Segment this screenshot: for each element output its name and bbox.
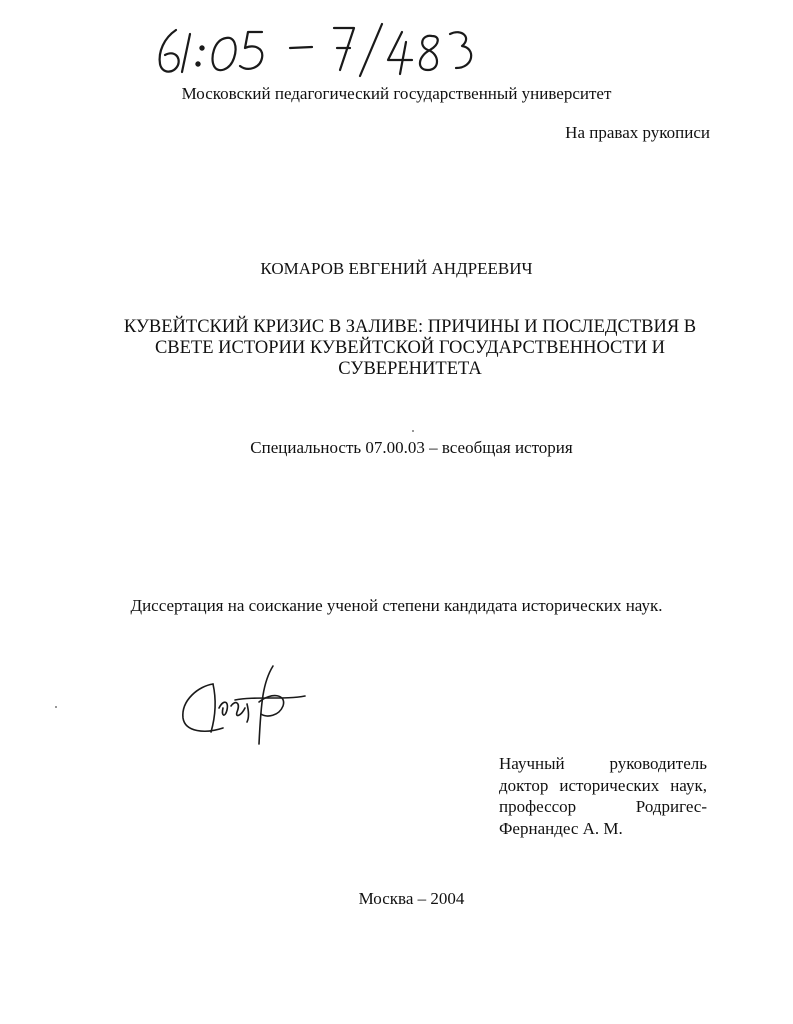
supervisor-line: Научный руководитель: [499, 754, 707, 773]
specialty: Специальность 07.00.03 – всеобщая история: [250, 438, 573, 457]
dissertation-title: [110, 317, 710, 380]
scientific-supervisor: [499, 753, 707, 839]
author-signature: [175, 662, 310, 746]
supervisor-line: доктор исторических наук,: [499, 775, 707, 795]
handwritten-archive-code: [150, 18, 490, 78]
city-and-year: Москва – 2004: [358, 889, 465, 908]
scan-speck: [55, 706, 57, 708]
supervisor-line: профессор Родригес-: [499, 797, 707, 816]
author-name: КОМАРОВ ЕВГЕНИЙ АНДРЕЕВИЧ: [260, 259, 533, 278]
manuscript-rights-note: На правах рукописи: [565, 123, 710, 142]
supervisor-line: Фернандес А. М.: [499, 818, 623, 838]
title-line: СУВЕРЕНИТЕТА: [338, 359, 482, 379]
scan-speck: [412, 430, 414, 432]
title-line: СВЕТЕ ИСТОРИИ КУВЕЙТСКОЙ ГОСУДАРСТВЕННОСТИ И: [154, 338, 666, 358]
degree-statement: Диссертация на соискание ученой степени кандидата исторических наук.: [130, 596, 663, 615]
title-line: КУВЕЙТСКИЙ КРИЗИС В ЗАЛИВЕ: ПРИЧИНЫ И ПОСЛЕДСТВИЯ В: [123, 317, 697, 337]
university-name: Московский педагогический государственный университет: [181, 84, 612, 103]
